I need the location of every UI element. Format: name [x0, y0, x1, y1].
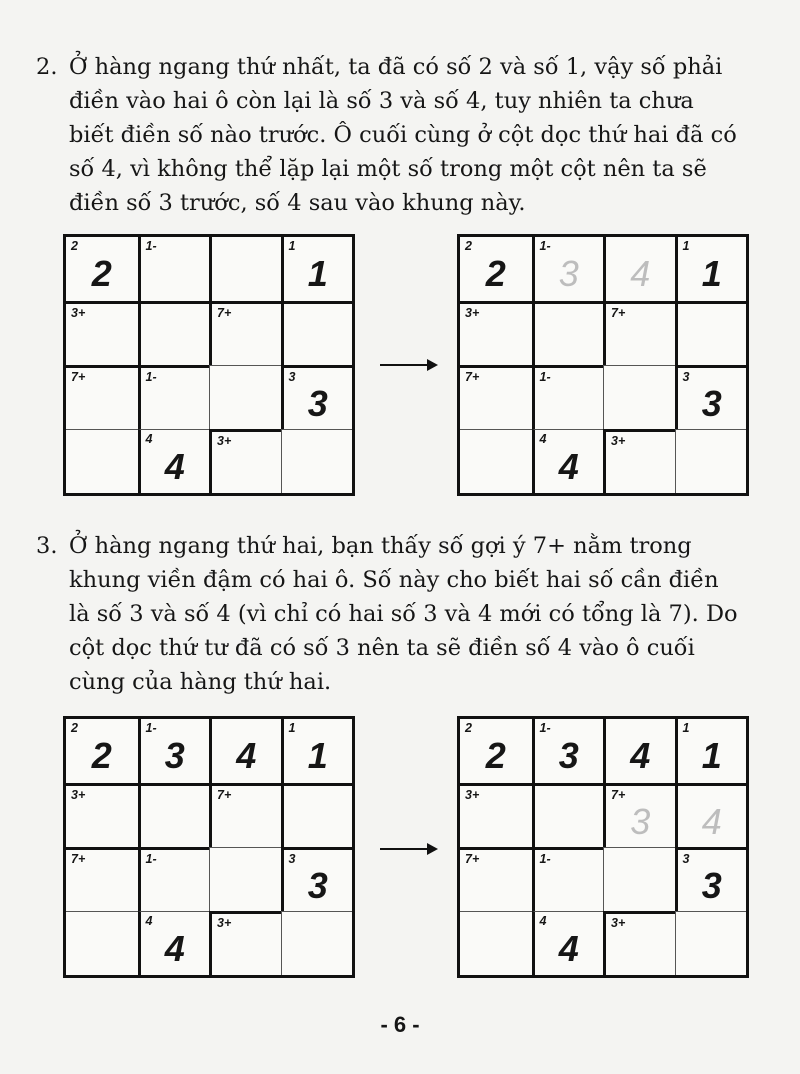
arrow-right-icon	[380, 842, 440, 856]
kenken-grid	[457, 716, 749, 978]
grid-cell	[138, 429, 210, 493]
cage-clue: 3	[682, 852, 690, 866]
cell-pencil-value	[678, 304, 747, 365]
grid-cell	[532, 429, 604, 493]
grid-cell	[66, 847, 138, 911]
grid-cell	[209, 429, 281, 493]
cage-clue: 4	[539, 914, 547, 928]
cell-pencil-value: 3	[558, 253, 579, 294]
step-3-text	[36, 529, 776, 699]
cage-clue: 3	[682, 370, 690, 384]
cage-clue: 1-	[145, 239, 157, 253]
grid-cell	[281, 783, 353, 847]
cage-clue: 7+	[611, 306, 626, 320]
grid-cell	[209, 365, 281, 429]
grid-cell	[138, 237, 210, 301]
cell-value: 4	[558, 927, 579, 969]
cage-clue: 2	[71, 239, 78, 253]
cage-clue: 2	[465, 721, 472, 735]
grid-cell	[532, 301, 604, 365]
cell-pencil-value	[606, 304, 675, 365]
grid-cell	[66, 783, 138, 847]
cage-clue: 3+	[71, 788, 86, 802]
grid-cell	[66, 365, 138, 429]
cell-pencil-value	[678, 237, 747, 301]
cell-pencil-value	[460, 912, 532, 975]
text-line: Ở hàng ngang thứ nhất, ta đã có số 2 và số 1, vậy số phải	[69, 54, 723, 80]
cell-pencil-value	[606, 432, 675, 493]
cage-clue: 3+	[217, 434, 232, 448]
cell-pencil-value	[284, 719, 353, 783]
cage-clue: 7+	[465, 852, 480, 866]
cell-pencil-value	[535, 304, 604, 365]
grid-cell	[66, 237, 138, 301]
cage-clue: 1	[288, 721, 296, 735]
cell-pencil-value	[282, 912, 353, 975]
cage-clue: 1	[682, 721, 690, 735]
cell-value: 4	[630, 735, 651, 776]
cell-pencil-value	[141, 304, 210, 365]
cell-pencil-value	[678, 368, 747, 429]
grid-cell	[209, 719, 281, 783]
grid-cell	[460, 911, 532, 975]
cage-clue: 4	[145, 432, 153, 446]
grid-cell	[532, 783, 604, 847]
text-line: là số 3 và số 4 (vì chỉ có hai số 3 và 4 mới có tổng là 7). Do	[69, 601, 738, 627]
step-2-text	[36, 50, 776, 220]
grid-cell	[460, 783, 532, 847]
cell-value: 3	[558, 735, 579, 776]
cell-value: 4	[236, 735, 257, 776]
grid-cell	[603, 365, 675, 429]
cell-pencil-value	[678, 850, 747, 911]
cage-clue: 3	[288, 370, 296, 384]
cage-clue: 1-	[539, 239, 551, 253]
cell-pencil-value	[284, 786, 353, 847]
cell-pencil-value	[141, 786, 210, 847]
grid-cell	[138, 301, 210, 365]
cage-clue: 3+	[611, 916, 626, 930]
grid-cell	[603, 847, 675, 911]
grid-cell	[281, 301, 353, 365]
cell-pencil-value	[212, 914, 281, 975]
cage-clue: 3+	[465, 788, 480, 802]
cell-pencil-value	[284, 304, 353, 365]
cell-value: 1	[701, 735, 722, 776]
cell-pencil-value	[284, 237, 353, 301]
cell-pencil-value	[535, 430, 604, 493]
cell-pencil-value	[604, 848, 675, 911]
cell-pencil-value	[606, 914, 675, 975]
cage-clue: 1-	[539, 370, 551, 384]
cell-pencil-value	[678, 719, 747, 783]
cell-pencil-value	[535, 912, 604, 975]
cell-pencil-value	[212, 786, 281, 847]
cell-value: 3	[307, 382, 328, 424]
cell-pencil-value	[141, 368, 210, 429]
cell-pencil-value: 3	[630, 800, 651, 842]
cell-value: 3	[701, 864, 722, 906]
grid-cell	[532, 365, 604, 429]
cell-pencil-value: 4	[701, 800, 722, 842]
grid-cell	[460, 429, 532, 493]
cage-clue: 7+	[71, 852, 86, 866]
cage-clue: 3+	[611, 434, 626, 448]
cage-clue: 7+	[217, 306, 232, 320]
cell-pencil-value	[606, 719, 675, 783]
cage-clue: 1-	[145, 721, 157, 735]
grid-cell	[603, 237, 675, 301]
cage-clue: 4	[145, 914, 153, 928]
grid-cell	[532, 911, 604, 975]
cell-pencil-value	[212, 237, 281, 301]
cell-pencil-value	[141, 237, 210, 301]
cell-pencil-value	[535, 786, 604, 847]
cell-pencil-value	[604, 366, 675, 429]
kenken-grid	[63, 716, 355, 978]
cell-pencil-value	[66, 912, 138, 975]
grid-cell	[460, 365, 532, 429]
cell-value: 3	[701, 382, 722, 424]
cell-pencil-value	[460, 430, 532, 493]
grid-cell	[675, 847, 747, 911]
cell-value: 4	[164, 927, 185, 969]
grid-cell	[532, 847, 604, 911]
cell-pencil-value	[460, 786, 532, 847]
step-number: 2.	[36, 54, 58, 80]
cage-clue: 7+	[217, 788, 232, 802]
text-line: cùng của hàng thứ hai.	[69, 669, 332, 695]
grid-cell	[603, 429, 675, 493]
grid-cell	[66, 719, 138, 783]
grid-cell	[603, 911, 675, 975]
cage-clue: 1-	[145, 852, 157, 866]
arrow-right-icon	[380, 358, 440, 372]
cell-pencil-value	[66, 786, 138, 847]
grid-cell	[675, 719, 747, 783]
grid-cell	[532, 237, 604, 301]
step-number: 3.	[36, 533, 58, 559]
grid-cell	[460, 301, 532, 365]
cell-value: 3	[164, 735, 185, 776]
text-line: số 4, vì không thể lặp lại một số trong một cột nên ta sẽ	[69, 156, 707, 182]
grid-cell	[675, 365, 747, 429]
grid-cell	[209, 847, 281, 911]
cell-pencil-value	[212, 719, 281, 783]
cell-value: 1	[307, 735, 328, 776]
cell-pencil-value	[66, 368, 138, 429]
grid-cell	[460, 719, 532, 783]
grid-cell	[532, 719, 604, 783]
kenken-grid	[457, 234, 749, 496]
cell-pencil-value	[212, 304, 281, 365]
grid-cell	[603, 301, 675, 365]
cell-pencil-value	[141, 719, 210, 783]
grid-cell	[209, 237, 281, 301]
grid-cell	[138, 719, 210, 783]
grid-cell	[209, 911, 281, 975]
cell-pencil-value	[676, 430, 747, 493]
cage-clue: 1-	[539, 721, 551, 735]
page-number: - 6 -	[380, 1012, 420, 1037]
grid-cell	[603, 783, 675, 847]
cell-value: 2	[91, 253, 112, 294]
grid-cell	[675, 301, 747, 365]
text-line: điền vào hai ô còn lại là số 3 và số 4, tuy nhiên ta chưa	[69, 88, 694, 114]
cell-value: 4	[164, 445, 185, 487]
grid-cell	[138, 911, 210, 975]
cage-clue: 1-	[145, 370, 157, 384]
cell-pencil-value: 4	[630, 253, 651, 294]
grid-cell	[675, 237, 747, 301]
cage-clue: 3+	[71, 306, 86, 320]
cell-pencil-value	[284, 368, 353, 429]
cage-clue: 1-	[539, 852, 551, 866]
cage-clue: 7+	[465, 370, 480, 384]
cell-pencil-value	[284, 850, 353, 911]
cage-clue: 7+	[71, 370, 86, 384]
cage-clue: 1	[288, 239, 296, 253]
grid-cell	[603, 719, 675, 783]
cell-pencil-value	[66, 719, 138, 783]
cell-pencil-value	[141, 430, 210, 493]
cell-value: 4	[558, 445, 579, 487]
cage-clue: 7+	[611, 788, 626, 802]
grid-cell	[281, 365, 353, 429]
cell-pencil-value	[535, 368, 604, 429]
grid-cell	[66, 429, 138, 493]
grid-cell	[209, 783, 281, 847]
grid-cell	[138, 847, 210, 911]
cell-pencil-value	[460, 368, 532, 429]
cell-pencil-value	[460, 304, 532, 365]
cell-value: 2	[485, 735, 506, 776]
cell-pencil-value	[535, 850, 604, 911]
cell-value: 3	[307, 864, 328, 906]
text-line: điền số 3 trước, số 4 sau vào khung này.	[69, 190, 526, 216]
cell-pencil-value	[460, 237, 532, 301]
grid-cell	[66, 301, 138, 365]
cage-clue: 3	[288, 852, 296, 866]
grid-cell	[281, 911, 353, 975]
grid-cell	[281, 847, 353, 911]
cage-clue: 2	[465, 239, 472, 253]
text-line: khung viền đậm có hai ô. Số này cho biết hai số cần điền	[69, 567, 719, 593]
cell-value: 1	[701, 253, 722, 294]
cell-value: 2	[91, 735, 112, 776]
cage-clue: 4	[539, 432, 547, 446]
cage-clue: 3+	[217, 916, 232, 930]
cell-pencil-value	[460, 850, 532, 911]
cell-pencil-value	[460, 719, 532, 783]
grid-cell	[281, 719, 353, 783]
cell-pencil-value	[66, 430, 138, 493]
cell-pencil-value	[66, 850, 138, 911]
cell-pencil-value	[282, 430, 353, 493]
cell-pencil-value	[212, 432, 281, 493]
grid-cell	[281, 237, 353, 301]
cell-pencil-value	[210, 848, 281, 911]
grid-cell	[66, 911, 138, 975]
text-line: cột dọc thứ tư đã có số 3 nên ta sẽ điền số 4 vào ô cuối	[69, 635, 695, 661]
grid-cell	[460, 237, 532, 301]
cell-pencil-value	[210, 366, 281, 429]
grid-cell	[675, 429, 747, 493]
cage-clue: 1	[682, 239, 690, 253]
cell-pencil-value	[66, 304, 138, 365]
cell-pencil-value	[676, 912, 747, 975]
cell-pencil-value	[535, 719, 604, 783]
kenken-grid	[63, 234, 355, 496]
cell-value: 1	[307, 253, 328, 294]
cell-pencil-value	[141, 912, 210, 975]
text-line: biết điền số nào trước. Ô cuối cùng ở cột dọc thứ hai đã có	[69, 122, 737, 148]
grid-cell	[460, 847, 532, 911]
grid-cell	[675, 911, 747, 975]
cage-clue: 3+	[465, 306, 480, 320]
cell-value: 2	[485, 253, 506, 294]
cell-pencil-value	[66, 237, 138, 301]
grid-cell	[138, 783, 210, 847]
grid-cell	[281, 429, 353, 493]
grid-cell	[675, 783, 747, 847]
grid-cell	[209, 301, 281, 365]
grid-cell	[138, 365, 210, 429]
cage-clue: 2	[71, 721, 78, 735]
text-line: Ở hàng ngang thứ hai, bạn thấy số gợi ý 7+ nằm trong	[69, 533, 692, 559]
cell-pencil-value	[141, 850, 210, 911]
